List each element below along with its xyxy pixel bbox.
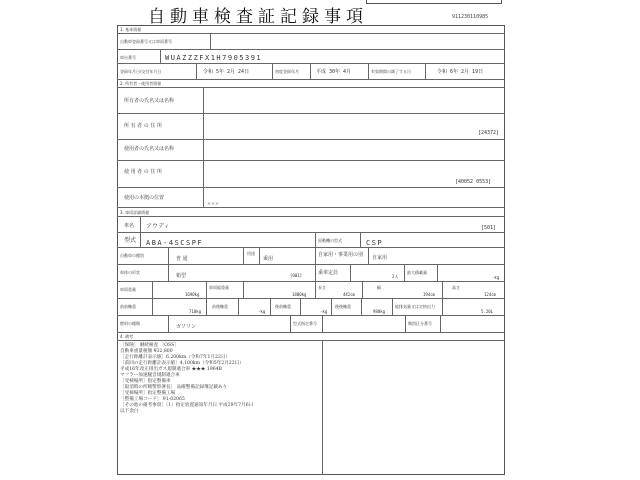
remark-line: ［受検場所］指定整備工場 (120, 391, 176, 396)
body-code: [001] (290, 273, 303, 278)
divider (270, 298, 271, 315)
remark-line: ［その他の備考事項］（1）指定放置通知年月日 平成29年7月6日 (120, 403, 254, 408)
model-value: ABA-4SCSPF (146, 239, 204, 247)
divider (117, 63, 505, 64)
divider (405, 315, 406, 332)
fuel-value: ガソリン (176, 324, 197, 330)
divider (168, 315, 169, 332)
divider (362, 281, 363, 298)
divider (117, 207, 505, 208)
divider (117, 79, 505, 80)
section-3-header: 3. 車両詳細情報 (120, 210, 150, 215)
first-reg-label: 登録年月日/交付年月日 (120, 69, 162, 74)
remark-line: ［走行距離計表示値］6,200km（令和7年1月22日） (120, 355, 231, 360)
divider (117, 216, 505, 217)
divider (368, 63, 369, 79)
vehicle-name-code: [501] (481, 225, 497, 231)
divider (442, 281, 443, 298)
divider (203, 87, 204, 207)
remark-line: 以下余白 (120, 409, 139, 414)
divider (117, 247, 505, 248)
base-location-label: 使用の本拠の位置 (124, 195, 165, 201)
front-front-axle-value: 710kg (189, 309, 202, 314)
divider (425, 63, 426, 79)
divider (117, 298, 505, 299)
divider (160, 49, 161, 63)
divider (315, 232, 316, 247)
divider (168, 264, 169, 281)
divider (117, 160, 505, 161)
divider (140, 216, 141, 232)
use-value: 乗用 (263, 256, 274, 262)
weight-value: 1690kg (185, 292, 200, 297)
body-label: 車体の形状 (120, 270, 140, 275)
divider (437, 264, 438, 281)
remark-line: 自動車重量税額 ¥32,800 (120, 349, 173, 354)
divider (117, 232, 505, 233)
divider (117, 33, 505, 34)
divider (315, 264, 316, 281)
length-value: 442cm (343, 292, 356, 297)
rear-front-axle-label: 後前軸重 (275, 304, 291, 309)
divider (117, 264, 505, 265)
divider (272, 63, 273, 79)
height-value: 124cm (484, 292, 497, 297)
engine-label: 原動機の型式 (318, 238, 342, 243)
chassis-value: WUAZZZFX1H7905391 (165, 54, 263, 62)
vehicle-name-label: 車名 (124, 223, 135, 229)
divider (117, 49, 505, 50)
divider (360, 232, 361, 247)
divider (210, 33, 211, 49)
displacement-label: 総排気量又は定格出力 (395, 304, 435, 309)
divider (117, 87, 505, 88)
width-value: 194cm (423, 292, 436, 297)
divider (196, 63, 197, 79)
displacement-value: 5.20L (481, 309, 494, 314)
width-label: 幅 (377, 285, 381, 290)
gross-weight-label: 車両総重量 (209, 285, 229, 290)
divider (117, 139, 505, 140)
divider (368, 247, 369, 264)
rear-rear-axle-value: 980kg (373, 309, 386, 314)
kind-label: 自動車の種別 (120, 253, 144, 258)
divider (310, 63, 311, 79)
divider (206, 281, 207, 298)
divider (117, 340, 505, 341)
owner-name-label: 所有者の氏名又は名称 (124, 98, 175, 104)
type-number-label: 型式指定番号 (293, 321, 317, 326)
first-year-label: 初度登録年月 (275, 69, 299, 74)
category-number-label: 類別区分番号 (408, 321, 432, 326)
divider (440, 315, 441, 332)
max-load-label: 最大積載量 (407, 270, 427, 275)
vehicle-name-value: アウディ (146, 223, 170, 230)
private-value: 自家用 (372, 255, 388, 261)
private-label: 自家用・事業用の別 (318, 252, 364, 258)
capacity-label: 乗車定員 (318, 270, 339, 276)
divider (259, 247, 260, 264)
reg-number-label: 自動車登録番号又は車両番号 (120, 39, 172, 44)
section-4-header: 4. 備考 (120, 334, 134, 339)
divider (152, 298, 153, 315)
height-label: 高さ (452, 285, 460, 290)
divider (322, 340, 323, 475)
engine-value: CSP (366, 239, 384, 247)
section-2-header: 2. 所有者・使用者情報 (120, 81, 162, 86)
divider (243, 281, 244, 298)
divider (206, 298, 207, 315)
divider (315, 247, 316, 264)
front-rear-axle-value: -kg (258, 309, 266, 314)
divider (404, 264, 405, 281)
divider (290, 315, 291, 332)
capacity-value: 2人 (392, 274, 399, 279)
divider (117, 113, 505, 114)
document-title: 自動車検査証記録事項 (148, 7, 368, 27)
divider (117, 281, 505, 282)
section-1-header: 1. 基本情報 (120, 27, 142, 32)
first-year-value: 平成 30年 4月 (316, 69, 352, 75)
divider (322, 315, 323, 332)
remark-line: ［保険］ 継続検査 ［OSS］ (120, 343, 179, 348)
remark-line: 平成16年改正排出ガス規制適合車 ★★★ 1964B (120, 367, 222, 372)
expiry-value: 令和 6年 2月 19日 (437, 69, 484, 75)
owner-address-label: 所 有 者 の 住 所 (124, 123, 162, 129)
gross-weight-value: 1800kg (292, 292, 307, 297)
divider (117, 332, 505, 333)
weight-label: 車両重量 (120, 287, 136, 292)
divider (300, 298, 301, 315)
max-load-value: -kg (492, 275, 500, 280)
front-front-axle-label: 前前軸重 (120, 304, 136, 309)
first-reg-value: 令和 5年 2月 24日 (203, 69, 250, 75)
expiry-label: 有効期間の満了する日 (371, 69, 411, 74)
remark-line: ［前回の走行距離計表示値］4,100km（令和5年2月22日） (120, 361, 244, 366)
user-name-label: 使用者の氏名又は名称 (124, 146, 175, 152)
divider (392, 298, 393, 315)
base-location-value: ＊＊＊ (207, 201, 219, 206)
owner-code: [24372] (478, 130, 500, 136)
divider (442, 298, 443, 315)
divider (168, 247, 169, 264)
divider (152, 281, 153, 298)
use-label: 用途 (247, 251, 255, 256)
divider (361, 298, 362, 315)
divider (140, 232, 141, 247)
user-address-label: 使 用 者 の 住 所 (124, 169, 162, 175)
document-number: 911230110985 (452, 14, 489, 20)
divider (350, 264, 351, 281)
divider (117, 187, 505, 188)
kind-value: 普 通 (176, 256, 188, 262)
top-right-box (366, 0, 502, 4)
user-code: [40052 0553] (455, 179, 492, 185)
remark-line: ［整備工場コード］ 91-02065 (120, 397, 185, 402)
chassis-label: 車台番号 (120, 55, 136, 60)
model-label: 型式 (124, 237, 137, 244)
divider (331, 298, 332, 315)
rear-rear-axle-label: 後後軸重 (335, 304, 351, 309)
fuel-label: 燃料の種類 (120, 321, 140, 326)
remark-line: ［受検場所］指定整備車 (120, 379, 171, 384)
rear-front-axle-value: -kg (320, 309, 328, 314)
remark-line: ［取消時の所轄警察署長］ 品確整備記録簿記載あり (120, 385, 228, 390)
remark-line: マフラー加速騒音規制適合車 (120, 373, 180, 378)
divider (315, 281, 316, 298)
divider (117, 315, 505, 316)
body-value: 箱型 (176, 273, 187, 279)
divider (238, 298, 239, 315)
length-label: 長さ (318, 285, 326, 290)
front-rear-axle-label: 前後軸重 (212, 304, 228, 309)
divider (243, 247, 244, 264)
